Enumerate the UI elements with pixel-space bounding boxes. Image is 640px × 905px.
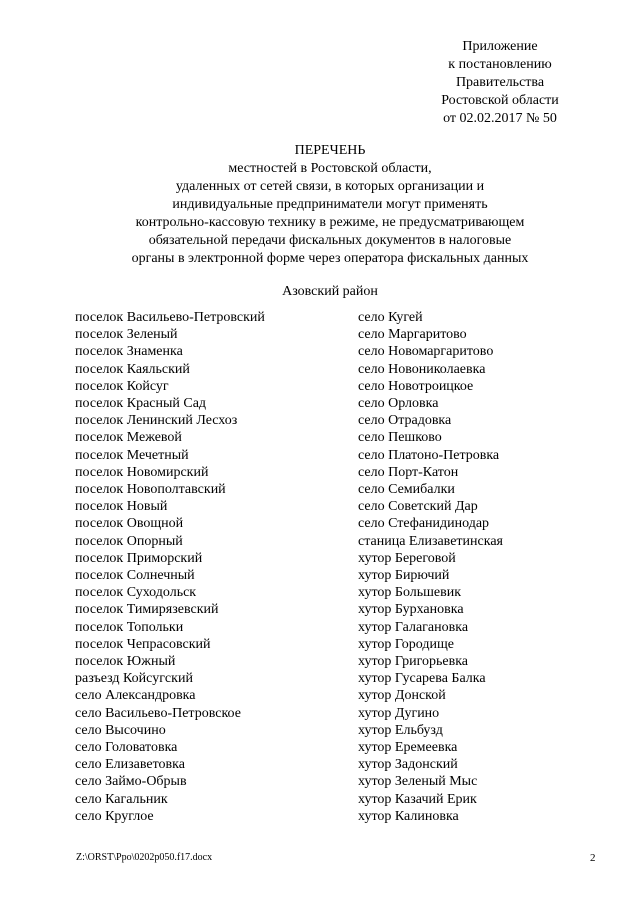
locality-item: село Отрадовка [358, 413, 452, 429]
locality-item: разъезд Койсугский [75, 671, 193, 687]
subtitle-line: удаленных от сетей связи, в которых организации и [175, 179, 485, 194]
page-number: 2 [590, 852, 596, 864]
locality-item: хутор Донской [358, 688, 446, 704]
appendix-line: Правительства [455, 75, 545, 90]
locality-item: село Круглое [75, 808, 154, 824]
locality-item: поселок Приморский [75, 550, 203, 566]
locality-item: поселок Мечетный [75, 447, 189, 463]
locality-item: хутор Большевик [358, 585, 462, 601]
subtitle-line: индивидуальные предприниматели могут применять [172, 197, 488, 212]
subtitle-line: местностей в Ростовской области, [228, 161, 432, 176]
locality-item: село Займо-Обрыв [75, 774, 187, 790]
locality-item: село Пешково [358, 430, 442, 446]
locality-item: хутор Задонский [358, 757, 458, 773]
locality-item: хутор Зеленый Мыс [358, 774, 478, 790]
locality-item: село Головатовка [75, 740, 178, 756]
locality-item: хутор Калиновка [358, 808, 459, 824]
locality-item: поселок Знаменка [75, 344, 183, 360]
locality-item: хутор Береговой [358, 550, 456, 566]
locality-item: село Кагальник [75, 791, 168, 807]
appendix-line: Ростовской области [441, 93, 559, 108]
locality-item: поселок Ленинский Лесхоз [75, 413, 238, 429]
locality-item: село Высочино [75, 722, 166, 738]
subtitle-line: органы в электронной форме через оператора фискальных данных [131, 251, 529, 266]
appendix-line: Приложение [462, 39, 538, 54]
district-heading: Азовский район [282, 284, 378, 299]
locality-item: село Новотроицкое [358, 378, 474, 394]
subtitle-line: обязательной передачи фискальных документов в налоговые [148, 233, 512, 248]
locality-item: село Новомаргаритово [358, 344, 494, 360]
locality-item: село Кугей [358, 310, 423, 325]
locality-item: поселок Новый [75, 499, 168, 515]
locality-item: поселок Южный [75, 654, 176, 670]
locality-item: село Александровка [75, 688, 196, 704]
locality-item: поселок Межевой [75, 430, 182, 446]
locality-item: поселок Чепрасовский [75, 636, 211, 652]
locality-item: село Орловка [358, 396, 439, 412]
locality-item: хутор Еремеевка [358, 740, 458, 756]
appendix-line: от 02.02.2017 № 50 [443, 111, 557, 126]
locality-item: поселок Новополтавский [75, 482, 226, 498]
locality-item: хутор Городище [358, 636, 454, 652]
locality-item: хутор Гусарева Балка [358, 671, 486, 687]
title-heading: ПЕРЕЧЕНЬ [294, 143, 366, 158]
appendix-line: к постановлению [448, 57, 552, 72]
locality-item: хутор Галагановка [358, 619, 469, 635]
locality-item: поселок Топольки [75, 619, 184, 635]
locality-item: поселок Зеленый [75, 327, 178, 343]
right-locality-list [358, 309, 503, 825]
locality-item: село Новониколаевка [358, 361, 486, 377]
locality-item: поселок Васильево-Петровский [75, 310, 265, 325]
locality-item: поселок Солнечный [75, 568, 195, 584]
locality-item: поселок Тимирязевский [75, 602, 219, 618]
locality-item: хутор Ельбузд [358, 722, 443, 738]
locality-item: хутор Дугино [358, 705, 440, 721]
locality-item: село Платоно-Петровка [358, 447, 500, 463]
locality-item: село Васильево-Петровское [75, 705, 241, 721]
locality-item: поселок Койсуг [75, 378, 169, 394]
document-title [0, 142, 640, 268]
locality-item: село Порт-Катон [358, 464, 459, 480]
locality-item: хутор Казачий Ерик [358, 791, 477, 807]
locality-item: хутор Бирючий [358, 568, 450, 584]
locality-item: поселок Красный Сад [75, 396, 207, 412]
locality-item: поселок Каяльский [75, 361, 190, 377]
locality-item: поселок Новомирский [75, 464, 209, 480]
locality-item: поселок Овощной [75, 516, 184, 532]
locality-item: село Елизаветовка [75, 757, 185, 773]
locality-item: село Стефанидинодар [358, 516, 490, 532]
left-locality-list [75, 309, 265, 825]
subtitle-line: контрольно-кассовую технику в режиме, не предусматривающем [135, 215, 525, 230]
locality-item: село Советский Дар [358, 499, 478, 515]
appendix-block [364, 38, 564, 128]
locality-item: станица Елизаветинская [358, 533, 503, 549]
locality-item: поселок Суходольск [75, 585, 197, 601]
footer-file-path: Z:\ORST\Ppo\0202p050.f17.docx [76, 852, 213, 863]
locality-item: село Семибалки [358, 482, 455, 498]
locality-item: хутор Бурхановка [358, 602, 464, 618]
locality-item: хутор Григорьевка [358, 654, 469, 670]
locality-item: поселок Опорный [75, 533, 183, 549]
locality-item: село Маргаритово [358, 327, 467, 343]
